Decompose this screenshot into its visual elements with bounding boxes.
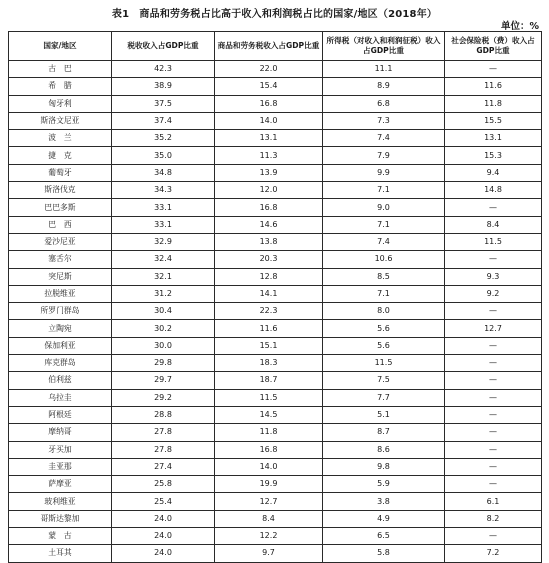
social-gdp-cell: —	[445, 458, 542, 475]
tax-gdp-cell: 30.2	[112, 320, 215, 337]
tax-gdp-cell: 27.8	[112, 441, 215, 458]
income-gdp-cell: 3.8	[323, 493, 445, 510]
table-row	[9, 372, 542, 389]
table-row	[9, 199, 542, 216]
social-gdp-cell: 15.3	[445, 147, 542, 164]
table-row	[9, 389, 542, 406]
country-cell: 匈牙利	[9, 95, 112, 112]
social-gdp-cell: 7.2	[445, 545, 542, 562]
income-gdp-cell: 5.8	[323, 545, 445, 562]
social-gdp-cell: 11.8	[445, 95, 542, 112]
tax-gdp-cell: 29.7	[112, 372, 215, 389]
goods-gdp-cell: 22.3	[215, 303, 323, 320]
income-gdp-cell: 4.9	[323, 510, 445, 527]
income-gdp-cell: 11.1	[323, 61, 445, 78]
table-row	[9, 355, 542, 372]
goods-gdp-cell: 11.3	[215, 147, 323, 164]
income-gdp-cell: 7.4	[323, 233, 445, 250]
unit-label: 单位：%	[500, 21, 539, 32]
tax-gdp-cell: 32.1	[112, 268, 215, 285]
table-row	[9, 61, 542, 78]
table-row	[9, 268, 542, 285]
tax-gdp-cell: 30.0	[112, 337, 215, 354]
social-gdp-cell: —	[445, 424, 542, 441]
country-cell: 波 兰	[9, 130, 112, 147]
goods-gdp-cell: 12.0	[215, 182, 323, 199]
tax-table	[8, 31, 542, 563]
income-gdp-cell: 8.7	[323, 424, 445, 441]
income-gdp-cell: 7.4	[323, 130, 445, 147]
social-gdp-cell: —	[445, 337, 542, 354]
table-title: 表1 商品和劳务税占比高于收入和利润税占比的国家/地区（2018年）	[111, 9, 438, 20]
country-cell: 立陶宛	[9, 320, 112, 337]
table-row	[9, 95, 542, 112]
header-goods-gdp: 商品和劳务税收入占GDP比重	[215, 32, 323, 61]
table-row	[9, 441, 542, 458]
goods-gdp-cell: 18.3	[215, 355, 323, 372]
tax-gdp-cell: 24.0	[112, 510, 215, 527]
country-cell: 突尼斯	[9, 268, 112, 285]
table-row	[9, 476, 542, 493]
income-gdp-cell: 5.1	[323, 406, 445, 423]
country-cell: 斯洛文尼亚	[9, 112, 112, 129]
social-gdp-cell: 9.3	[445, 268, 542, 285]
table-row	[9, 528, 542, 545]
tax-gdp-cell: 37.4	[112, 112, 215, 129]
country-cell: 萨摩亚	[9, 476, 112, 493]
table-row	[9, 130, 542, 147]
country-cell: 伯利兹	[9, 372, 112, 389]
country-cell: 玻利维亚	[9, 493, 112, 510]
header-country: 国家/地区	[9, 32, 112, 61]
income-gdp-cell: 9.0	[323, 199, 445, 216]
goods-gdp-cell: 16.8	[215, 441, 323, 458]
income-gdp-cell: 7.1	[323, 216, 445, 233]
table-row	[9, 233, 542, 250]
income-gdp-cell: 7.1	[323, 182, 445, 199]
tax-gdp-cell: 32.4	[112, 251, 215, 268]
tax-gdp-cell: 30.4	[112, 303, 215, 320]
goods-gdp-cell: 13.9	[215, 164, 323, 181]
country-cell: 斯洛伐克	[9, 182, 112, 199]
tax-gdp-cell: 29.2	[112, 389, 215, 406]
tax-gdp-cell: 27.8	[112, 424, 215, 441]
income-gdp-cell: 7.3	[323, 112, 445, 129]
table-row	[9, 424, 542, 441]
goods-gdp-cell: 8.4	[215, 510, 323, 527]
goods-gdp-cell: 18.7	[215, 372, 323, 389]
social-gdp-cell: 9.2	[445, 285, 542, 302]
table-row	[9, 285, 542, 302]
goods-gdp-cell: 14.6	[215, 216, 323, 233]
tax-gdp-cell: 35.2	[112, 130, 215, 147]
social-gdp-cell: 9.4	[445, 164, 542, 181]
income-gdp-cell: 10.6	[323, 251, 445, 268]
goods-gdp-cell: 20.3	[215, 251, 323, 268]
table-row	[9, 406, 542, 423]
table-row	[9, 493, 542, 510]
tax-gdp-cell: 25.8	[112, 476, 215, 493]
income-gdp-cell: 7.1	[323, 285, 445, 302]
goods-gdp-cell: 22.0	[215, 61, 323, 78]
income-gdp-cell: 7.9	[323, 147, 445, 164]
country-cell: 哥斯达黎加	[9, 510, 112, 527]
country-cell: 乌拉圭	[9, 389, 112, 406]
country-cell: 库克群岛	[9, 355, 112, 372]
country-cell: 摩纳哥	[9, 424, 112, 441]
income-gdp-cell: 7.5	[323, 372, 445, 389]
goods-gdp-cell: 16.8	[215, 95, 323, 112]
goods-gdp-cell: 12.7	[215, 493, 323, 510]
social-gdp-cell: 6.1	[445, 493, 542, 510]
table-row	[9, 182, 542, 199]
goods-gdp-cell: 9.7	[215, 545, 323, 562]
social-gdp-cell: 12.7	[445, 320, 542, 337]
goods-gdp-cell: 15.4	[215, 78, 323, 95]
country-cell: 圭亚那	[9, 458, 112, 475]
table-row	[9, 251, 542, 268]
income-gdp-cell: 7.7	[323, 389, 445, 406]
goods-gdp-cell: 19.9	[215, 476, 323, 493]
tax-gdp-cell: 24.0	[112, 545, 215, 562]
social-gdp-cell: —	[445, 476, 542, 493]
country-cell: 拉脱维亚	[9, 285, 112, 302]
income-gdp-cell: 5.6	[323, 320, 445, 337]
goods-gdp-cell: 14.0	[215, 112, 323, 129]
tax-gdp-cell: 29.8	[112, 355, 215, 372]
table-row	[9, 320, 542, 337]
country-cell: 所罗门群岛	[9, 303, 112, 320]
income-gdp-cell: 6.5	[323, 528, 445, 545]
country-cell: 阿根廷	[9, 406, 112, 423]
social-gdp-cell: 15.5	[445, 112, 542, 129]
income-gdp-cell: 8.5	[323, 268, 445, 285]
tax-gdp-cell: 37.5	[112, 95, 215, 112]
goods-gdp-cell: 13.8	[215, 233, 323, 250]
tax-gdp-cell: 34.8	[112, 164, 215, 181]
income-gdp-cell: 11.5	[323, 355, 445, 372]
social-gdp-cell: 13.1	[445, 130, 542, 147]
goods-gdp-cell: 16.8	[215, 199, 323, 216]
country-cell: 蒙 古	[9, 528, 112, 545]
income-gdp-cell: 5.9	[323, 476, 445, 493]
tax-gdp-cell: 31.2	[112, 285, 215, 302]
goods-gdp-cell: 11.6	[215, 320, 323, 337]
table-row	[9, 147, 542, 164]
goods-gdp-cell: 13.1	[215, 130, 323, 147]
goods-gdp-cell: 14.0	[215, 458, 323, 475]
goods-gdp-cell: 12.8	[215, 268, 323, 285]
table-row	[9, 337, 542, 354]
table-body	[9, 61, 542, 563]
tax-gdp-cell: 25.4	[112, 493, 215, 510]
country-cell: 希 腊	[9, 78, 112, 95]
country-cell: 土耳其	[9, 545, 112, 562]
goods-gdp-cell: 14.1	[215, 285, 323, 302]
tax-gdp-cell: 27.4	[112, 458, 215, 475]
country-cell: 葡萄牙	[9, 164, 112, 181]
country-cell: 捷 克	[9, 147, 112, 164]
social-gdp-cell: 11.5	[445, 233, 542, 250]
social-gdp-cell: —	[445, 372, 542, 389]
country-cell: 保加利亚	[9, 337, 112, 354]
country-cell: 塞舌尔	[9, 251, 112, 268]
income-gdp-cell: 8.0	[323, 303, 445, 320]
header-income-gdp: 所得税（对收入和利润征税）收入占GDP比重	[323, 32, 445, 61]
goods-gdp-cell: 12.2	[215, 528, 323, 545]
table-row	[9, 164, 542, 181]
social-gdp-cell: —	[445, 251, 542, 268]
tax-gdp-cell: 42.3	[112, 61, 215, 78]
income-gdp-cell: 5.6	[323, 337, 445, 354]
header-social-gdp: 社会保险税（费）收入占GDP比重	[445, 32, 542, 61]
income-gdp-cell: 6.8	[323, 95, 445, 112]
tax-gdp-cell: 33.1	[112, 199, 215, 216]
income-gdp-cell: 8.9	[323, 78, 445, 95]
country-cell: 巴巴多斯	[9, 199, 112, 216]
social-gdp-cell: —	[445, 355, 542, 372]
goods-gdp-cell: 14.5	[215, 406, 323, 423]
country-cell: 爱沙尼亚	[9, 233, 112, 250]
social-gdp-cell: —	[445, 199, 542, 216]
goods-gdp-cell: 11.5	[215, 389, 323, 406]
country-cell: 巴 西	[9, 216, 112, 233]
social-gdp-cell: —	[445, 406, 542, 423]
tax-gdp-cell: 24.0	[112, 528, 215, 545]
table-header-row	[9, 32, 542, 61]
income-gdp-cell: 9.9	[323, 164, 445, 181]
tax-gdp-cell: 35.0	[112, 147, 215, 164]
tax-gdp-cell: 32.9	[112, 233, 215, 250]
table-row	[9, 112, 542, 129]
goods-gdp-cell: 15.1	[215, 337, 323, 354]
social-gdp-cell: 8.2	[445, 510, 542, 527]
country-cell: 古 巴	[9, 61, 112, 78]
tax-gdp-cell: 34.3	[112, 182, 215, 199]
social-gdp-cell: 11.6	[445, 78, 542, 95]
table-row	[9, 216, 542, 233]
tax-gdp-cell: 38.9	[112, 78, 215, 95]
table-row	[9, 545, 542, 562]
social-gdp-cell: —	[445, 528, 542, 545]
social-gdp-cell: 8.4	[445, 216, 542, 233]
tax-gdp-cell: 33.1	[112, 216, 215, 233]
social-gdp-cell: 14.8	[445, 182, 542, 199]
table-row	[9, 78, 542, 95]
tax-gdp-cell: 28.8	[112, 406, 215, 423]
income-gdp-cell: 9.8	[323, 458, 445, 475]
country-cell: 牙买加	[9, 441, 112, 458]
table-row	[9, 458, 542, 475]
income-gdp-cell: 8.6	[323, 441, 445, 458]
header-tax-gdp: 税收收入占GDP比重	[112, 32, 215, 61]
social-gdp-cell: —	[445, 389, 542, 406]
social-gdp-cell: —	[445, 303, 542, 320]
social-gdp-cell: —	[445, 441, 542, 458]
goods-gdp-cell: 11.8	[215, 424, 323, 441]
table-row	[9, 303, 542, 320]
table-row	[9, 510, 542, 527]
social-gdp-cell: —	[445, 61, 542, 78]
